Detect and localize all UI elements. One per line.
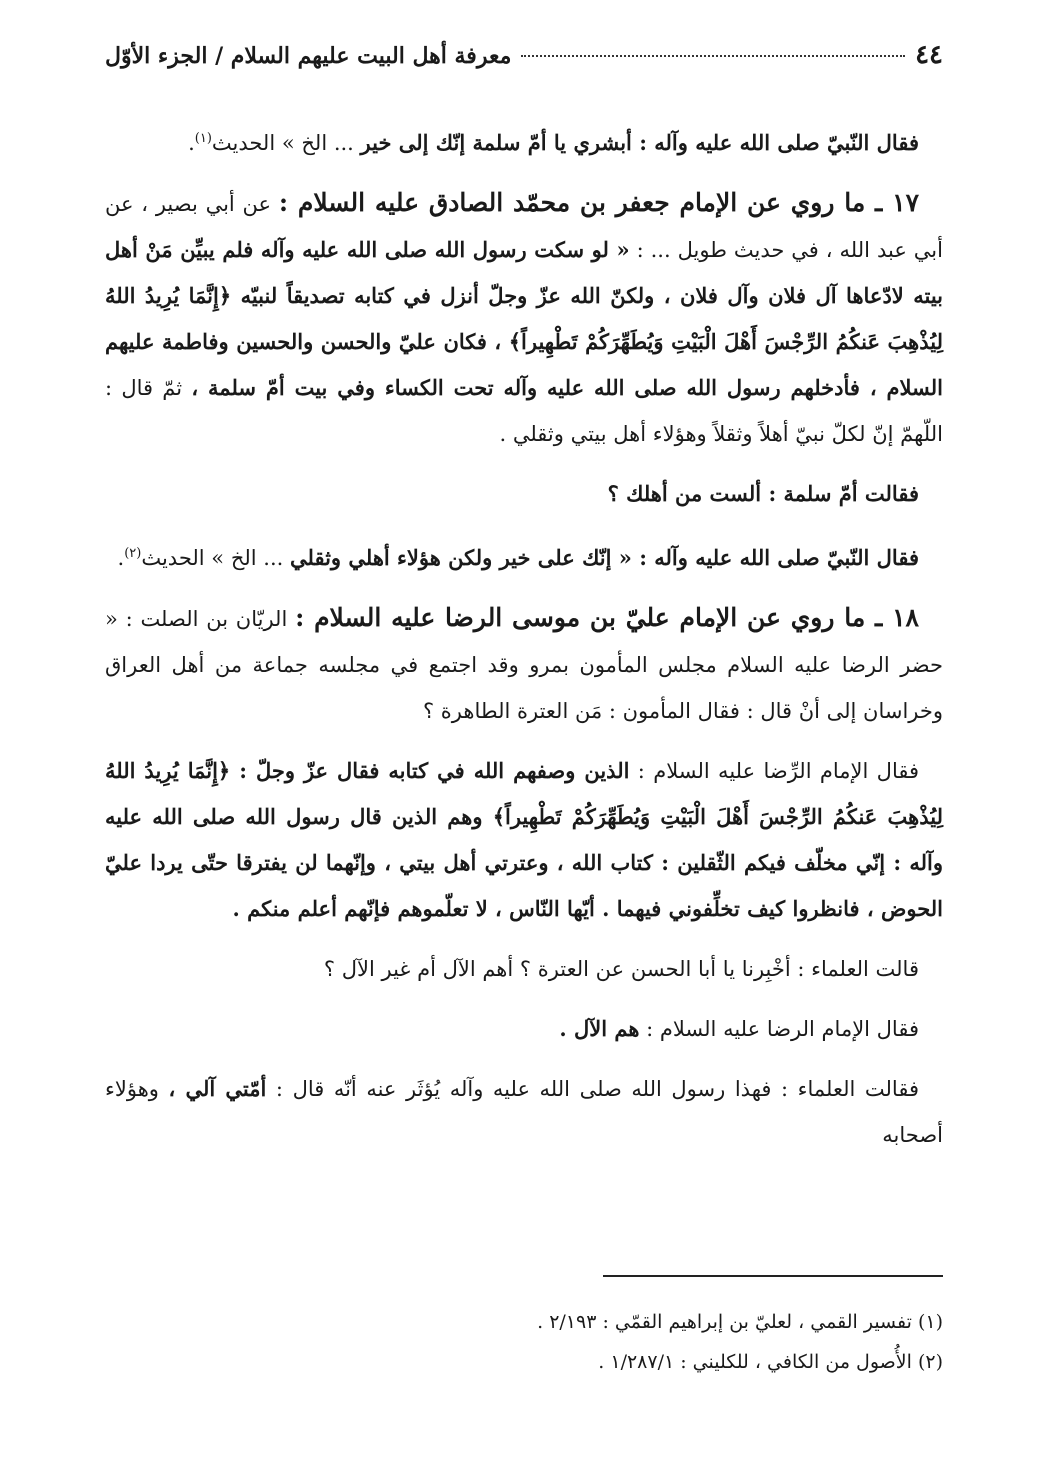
section-17-heading: ١٧ ـ ما روي عن الإمام جعفر بن محمّد الصادق عليه السلام :: [278, 188, 919, 217]
section-17-quote: « لو سكت رسول الله صلى الله عليه وآله فلم يبيِّن مَنْ أهل بيته لادّعاها آل فلان وآل فلان ، ولكنّ الله عزّ وجلّ أنزل في كتابه تصديقاً لنبيّه ﴿إِنَّمَا يُرِيدُ اللهُ لِيُذْهِبَ عَنكُمُ الرِّجْسَ أَهْلَ الْبَيْتِ وَيُطَهِّرَكُمْ تَطْهِيراً﴾ ، فكان عليّ والحسن والحسين وفاطمة عليهم السلام ، فأدخلهم رسول الله صلى الله عليه وآله تحت الكساء وفي بيت أمّ سلمة ،: [105, 237, 943, 400]
scholars-last-quote: أمّتي آلي ،: [168, 1076, 267, 1101]
section-18-intro: الريّان بن الصلت : « حضر الرضا عليه السلام مجلس المأمون بمرو وقد اجتمع في مجلسه جماعة من أهل العراق وخراسان إلى أنْ قال : فقال المأمون : مَن العترة الطاهرة ؟: [105, 607, 943, 723]
imam-reply-lead: فقال الإمام الرضا عليه السلام :: [646, 1017, 919, 1041]
footnote-1: (١) تفسير القمي ، لعليّ بن إبراهيم القمّي : ٢/١٩٣ .: [537, 1311, 943, 1333]
section-17-intro: عن أبي بصير ، عن أبي عبد الله ، في حديث طويل ... :: [105, 192, 943, 262]
book-page: [105, 40, 943, 1418]
running-header: [105, 40, 943, 80]
body-text: [105, 116, 943, 1158]
footnote-ref-2: (٢): [124, 546, 142, 561]
section-17-closing: ثمّ قال : اللّهمّ إنّ لكلّ نبيّ أهلاً وثقلاً وهؤلاء أهل بيتي وثقلي .: [105, 376, 943, 446]
header-dot-leader: [521, 55, 905, 57]
paragraph-imam-answer: [105, 748, 943, 932]
imam-answer-lead: فقال الإمام الرِّضا عليه السلام :: [637, 759, 920, 783]
scholars-last-tail: وهؤلاء أصحابه: [105, 1077, 943, 1147]
paragraph-prophet-reply-1: فقال النّبيّ صلى الله عليه وآله : أبشري يا أمّ سلمة إنّك إلى خير ... الخ » الحديث$^{(١)}$.: [188, 130, 919, 155]
imam-answer-text: الذين وصفهم الله في كتابه فقال عزّ وجلّ : ﴿إِنَّمَا يُرِيدُ اللهُ لِيُذْهِبَ عَنكُمُ الرِّجْسَ أَهْلَ الْبَيْتِ وَيُطَهِّرَكُمْ تَطْهِيراً﴾ وهم الذين قال رسول الله صلى الله عليه وآله : إنّي مخلّف فيكم الثّقلين : كتاب الله ، وعترتي أهل بيتي ، وإنّهما لن يفترقا حتّى يردا عليّ الحوض ، فانظروا كيف تخلِّفوني فيهما . أيّها النّاس ، لا تعلّموهم فإنّهم أعلم منكم .: [105, 758, 943, 921]
prophet-reply-quote: فقال النّبيّ صلى الله عليه وآله : « إنّك على خير ولكن هؤلاء أهلي وثقلي: [290, 545, 919, 570]
paragraph-imam-reply: [105, 1006, 943, 1052]
footnote-ref-1: (١): [194, 131, 212, 146]
section-18: [105, 595, 943, 734]
quote-continuation: ... الخ » الحديث: [211, 131, 354, 155]
section-17: [105, 180, 943, 457]
paragraph-scholars-last: [105, 1066, 943, 1158]
footnotes: [105, 1302, 943, 1382]
footnote-2: (٢) الأُصول من الكافي ، للكليني : ١/٢٨٧/١ .: [598, 1351, 943, 1373]
reply-continuation: ... الخ » الحديث: [141, 546, 284, 570]
section-18-heading: ١٨ ـ ما روي عن الإمام عليّ بن موسى الرضا عليه السلام :: [295, 603, 919, 632]
footnote-separator: [603, 1275, 943, 1277]
paragraph-umm-salama: فقالت أمّ سلمة : ألست من أهلك ؟: [607, 481, 919, 506]
paragraph-scholars-question: قالت العلماء : أخْبِرنا يا أبا الحسن عن العترة ؟ أهم الآل أم غير الآل ؟: [323, 957, 919, 981]
prophet-quote: فقال النّبيّ صلى الله عليه وآله : أبشري يا أمّ سلمة إنّك إلى خير: [360, 130, 919, 155]
imam-reply-text: هم الآل .: [559, 1016, 640, 1041]
scholars-last-lead: فقالت العلماء : فهذا رسول الله صلى الله عليه وآله يُؤثَر عنه أنّه قال :: [275, 1077, 919, 1101]
paragraph-prophet-reply-2: فقال النّبيّ صلى الله عليه وآله : « إنّك على خير ولكن هؤلاء أهلي وثقلي ... الخ » الحديث$^{(٢)}$.: [117, 545, 919, 570]
page-number: ٤٤: [915, 40, 943, 70]
book-title: معرفة أهل البيت عليهم السلام / الجزء الأوّل: [105, 43, 512, 69]
